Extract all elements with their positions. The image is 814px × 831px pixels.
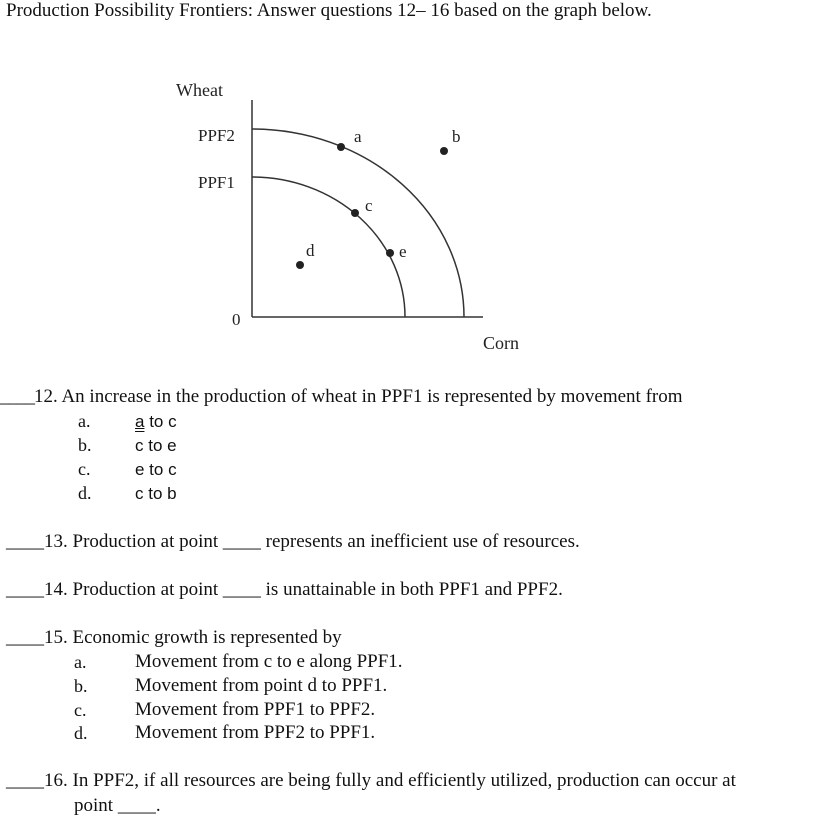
question-16-line2-post: . bbox=[155, 795, 161, 816]
question-12 bbox=[0, 386, 683, 408]
q15-option-b[interactable]: Movement from point d to PPF1. bbox=[135, 675, 388, 696]
q13-point-blank[interactable]: ____ bbox=[222, 531, 261, 552]
q12-option-d-letter: d. bbox=[78, 483, 92, 503]
q15-option-a[interactable]: Movement from c to e along PPF1. bbox=[135, 651, 403, 672]
answer-blank-15[interactable]: ____ bbox=[6, 627, 44, 648]
question-14-post: is unattainable in both PPF1 and PPF2. bbox=[260, 579, 563, 600]
answer-blank-13[interactable]: ____ bbox=[6, 531, 44, 552]
q15-option-a-letter: a. bbox=[74, 652, 87, 672]
q12-option-b[interactable]: c to e bbox=[135, 436, 177, 455]
q12-option-a-pre: a bbox=[135, 412, 145, 431]
question-16-line2 bbox=[74, 795, 161, 817]
question-14 bbox=[6, 579, 563, 601]
ppf1-curve bbox=[252, 177, 405, 317]
q12-option-b-letter: b. bbox=[78, 435, 92, 455]
point-d-marker bbox=[296, 261, 304, 269]
answer-blank-12[interactable]: ____ bbox=[0, 386, 34, 407]
ppf-graph bbox=[0, 0, 814, 370]
q15-option-c-letter: c. bbox=[74, 700, 87, 720]
ppf2-curve bbox=[252, 129, 464, 317]
point-e-marker bbox=[386, 249, 394, 257]
point-a-marker bbox=[337, 143, 345, 151]
origin-label: 0 bbox=[232, 310, 241, 329]
ppf2-axis-label: PPF2 bbox=[198, 126, 235, 145]
ppf1-axis-label: PPF1 bbox=[198, 173, 235, 192]
point-a-label: a bbox=[354, 127, 362, 146]
question-16-line2-pre: point bbox=[74, 795, 118, 816]
q15-option-b-letter: b. bbox=[74, 676, 88, 696]
answer-blank-16[interactable]: ____ bbox=[6, 770, 44, 791]
question-13 bbox=[6, 531, 580, 553]
point-b-marker bbox=[440, 147, 448, 155]
question-15-text: 15. Economic growth is represented by bbox=[44, 627, 342, 648]
q15-option-d[interactable]: Movement from PPF2 to PPF1. bbox=[135, 722, 376, 743]
question-12-text: 12. An increase in the production of wheat in PPF1 is represented by movement from bbox=[34, 386, 683, 407]
q12-option-d[interactable]: c to b bbox=[135, 484, 177, 503]
point-b-label: b bbox=[452, 127, 461, 146]
x-axis-label: Corn bbox=[483, 333, 519, 353]
q12-option-a-letter: a. bbox=[78, 411, 91, 431]
point-c-marker bbox=[351, 209, 359, 217]
q12-option-c-letter: c. bbox=[78, 459, 91, 479]
question-14-pre: 14. Production at point bbox=[44, 579, 223, 600]
point-d-label: d bbox=[306, 241, 315, 260]
answer-blank-14[interactable]: ____ bbox=[6, 579, 44, 600]
point-c-label: c bbox=[365, 196, 373, 215]
question-13-post: represents an inefficient use of resources. bbox=[260, 531, 580, 552]
question-16 bbox=[6, 770, 736, 792]
question-16-text: 16. In PPF2, if all resources are being fully and efficiently utilized, production can occur at bbox=[44, 770, 736, 791]
q12-option-a[interactable] bbox=[135, 412, 177, 432]
q15-option-c[interactable]: Movement from PPF1 to PPF2. bbox=[135, 699, 376, 720]
q12-option-a-post: to c bbox=[144, 412, 177, 431]
point-e-label: e bbox=[399, 242, 407, 261]
q14-point-blank[interactable]: ____ bbox=[222, 579, 261, 600]
question-15 bbox=[6, 627, 342, 649]
y-axis-label: Wheat bbox=[176, 80, 223, 100]
q12-option-c[interactable]: e to c bbox=[135, 460, 177, 479]
q15-option-d-letter: d. bbox=[74, 723, 88, 743]
question-13-pre: 13. Production at point bbox=[44, 531, 223, 552]
q16-point-blank[interactable]: ____ bbox=[117, 795, 156, 816]
page-title: Production Possibility Frontiers: Answer questions 12– 16 based on the graph below. bbox=[6, 0, 652, 21]
